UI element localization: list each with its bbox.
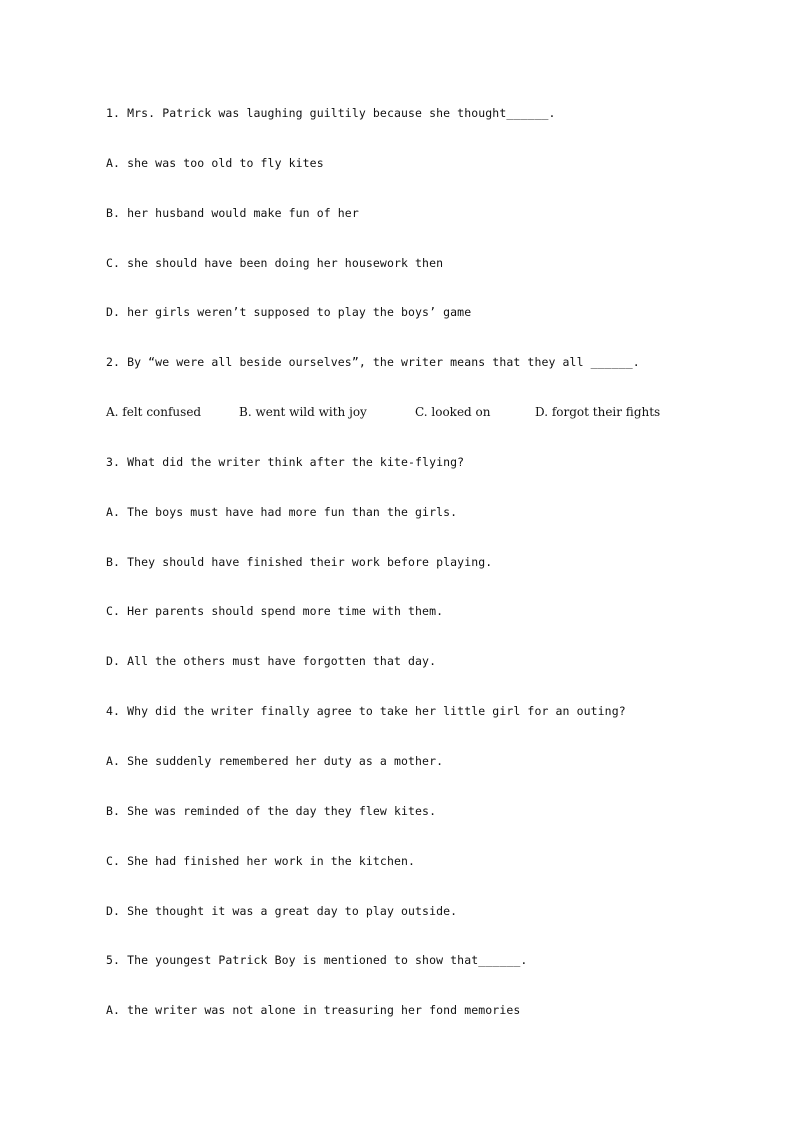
question-4-option-b: B. She was reminded of the day they flew kites. <box>106 804 437 818</box>
question-1-option-a: A. she was too old to fly kites <box>106 156 324 170</box>
question-5-option-a: A. the writer was not alone in treasuring her fond memories <box>106 1003 521 1017</box>
question-2-option-b: B. went wild with joy <box>239 405 367 419</box>
question-2-stem: 2. By “we were all beside ourselves”, the writer means that they all ______. <box>106 355 640 369</box>
question-5-stem: 5. The youngest Patrick Boy is mentioned to show that______. <box>106 953 528 967</box>
question-3-option-b: B. They should have finished their work before playing. <box>106 555 493 569</box>
question-3-option-d: D. All the others must have forgotten that day. <box>106 654 437 668</box>
question-4-option-a: A. She suddenly remembered her duty as a mother. <box>106 754 444 768</box>
question-4-option-c: C. She had finished her work in the kitchen. <box>106 854 416 868</box>
question-1-option-d: D. her girls weren’t supposed to play the boys’ game <box>106 305 472 319</box>
question-1-option-c: C. she should have been doing her housework then <box>106 256 444 270</box>
question-1-stem: 1. Mrs. Patrick was laughing guiltily because she thought______. <box>106 106 556 120</box>
question-2-option-c: C. looked on <box>415 405 491 419</box>
question-2-option-a: A. felt confused <box>106 405 202 419</box>
question-3-option-a: A. The boys must have had more fun than the girls. <box>106 505 458 519</box>
question-4-option-d: D. She thought it was a great day to play outside. <box>106 904 458 918</box>
question-4-stem: 4. Why did the writer finally agree to take her little girl for an outing? <box>106 704 626 718</box>
question-1-option-b: B. her husband would make fun of her <box>106 206 359 220</box>
question-3-option-c: C. Her parents should spend more time with them. <box>106 604 444 618</box>
question-3-stem: 3. What did the writer think after the kite-flying? <box>106 455 465 469</box>
question-2-option-d: D. forgot their fights <box>535 405 661 419</box>
